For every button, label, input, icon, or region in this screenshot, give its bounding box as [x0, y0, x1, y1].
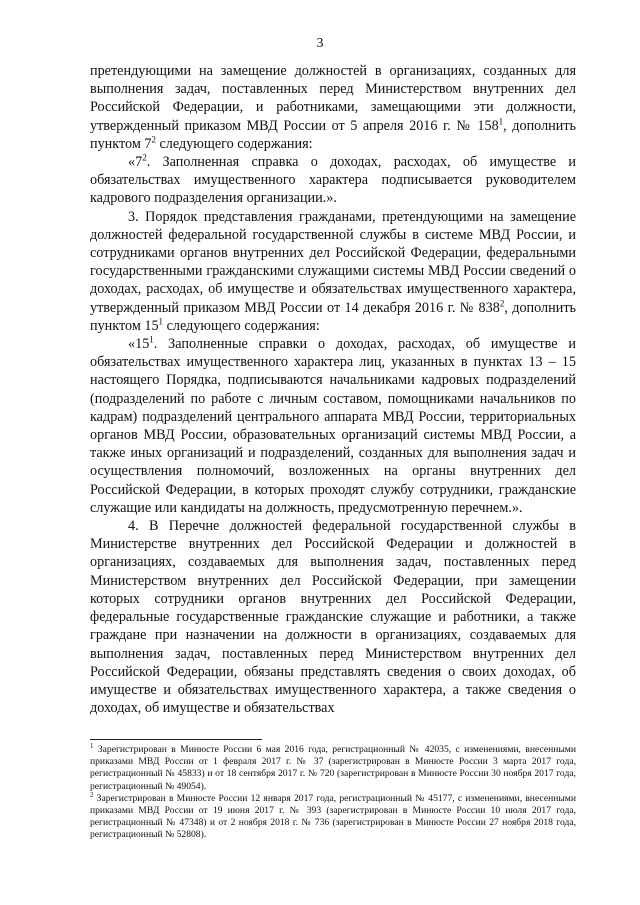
paragraph-text: следующего содержания: [163, 317, 320, 334]
paragraph-3 [90, 208, 576, 335]
superscript: 2 [142, 152, 147, 163]
footnote-1 [90, 741, 576, 793]
paragraph-1-continuation [90, 62, 576, 153]
paragraph-item-7-2 [90, 153, 576, 208]
paragraph-text: . Заполненная справка о доходах, расходах, об имуществе и обязательствах имущественного характера подписывается руководителем кадрового подразделения организации.». [90, 154, 576, 207]
footnote-ref: 1 [498, 115, 504, 126]
superscript: 1 [158, 316, 164, 327]
paragraph-text: . Заполненные справки о доходах, расходах, об имуществе и обязательствах имущественного характера лиц, указанных в пунктах 13 – 15 настоящего Порядка, подписываются начальниками кадровых подразделений (подразделений по работе с личным составом, помощниками начальников по кадрам) подразделений центрального аппарата МВД России, территориальных органов МВД России, образовательных организаций системы МВД России, а также иных организаций и подразделений, созданных для выполнения задач и осуществления полномочий, возложенных на органы внутренних дел Российской Федерации, в которых проходят службу сотрудники, гражданские служащие или кандидаты на должность, предусмотренную перечнем.». [90, 336, 576, 516]
footnote-divider [90, 739, 262, 740]
superscript: 2 [151, 134, 156, 145]
footnote-mark: 1 [90, 741, 94, 750]
document-body [90, 62, 576, 717]
paragraph-text: «7 [128, 154, 143, 171]
footnotes [90, 741, 576, 842]
paragraph-text: следующего содержания: [155, 135, 313, 152]
page-number: 3 [316, 36, 324, 51]
paragraph-text: , дополнить пунктом 15 [90, 299, 576, 334]
paragraph-text: , дополнить пунктом 7 [90, 117, 576, 152]
paragraph-text: претендующими на замещение должностей в организациях, созданных для выполнения задач, поставленных перед Министерством внутренних дел Российской Федерации, и работниками, замещающими эти должности, утвержденный приказом МВД России от 5 апреля 2016 г. № 158 [90, 63, 576, 134]
footnote-text: Зарегистрирован в Минюсте России 6 мая 2016 года, регистрационный № 42035, с изменениями, внесенными приказами МВД России от 1 февраля 2017 г. № 37 (зарегистрирован в Минюсте России 3 марта 2017 года, регистрационный № 45833) и от 18 сентября 2017 г. № 720 (зарегистрирован в Минюсте России 30 ноября 2017 года, регистрационный № 49054). [90, 744, 576, 792]
footnote-ref: 2 [499, 297, 505, 308]
paragraph-4 [90, 517, 576, 717]
paragraph-text: 3. Порядок представления гражданами, претендующими на замещение должностей федеральной государственной службы в системе МВД России, и сотрудниками органов внутренних дел Российской Федерации, федеральными государственными гражданскими служащими системы МВД России сведений о доходах, расходах, об имуществе и обязательствах имущественного характера, утвержденный приказом МВД России от 14 декабря 2016 г. № 838 [90, 208, 576, 316]
paragraph-text: 4. В Перечне должностей федеральной государственной службы в Министерстве внутренних дел Российской Федерации и должностей в организациях, создаваемых для выполнения задач, поставленных перед Министерством внутренних дел Российской Федерации, при замещении которых сотрудники органов внутренних дел Российской Федерации, федеральные государственные гражданские служащие и работники, а также граждане при назначении на должности в организациях, создаваемых для выполнения задач, поставленных перед Министерством внутренних дел Российской Федерации, обязаны представлять сведения о своих доходах, об имуществе и обязательствах имущественного характера, а также сведения о доходах, об имуществе и обязательствах [90, 518, 576, 717]
footnote-mark: 2 [90, 790, 94, 799]
footnote-2 [90, 790, 576, 842]
paragraph-item-15-1 [90, 335, 576, 517]
footnote-text: Зарегистрирован в Минюсте России 12 января 2017 года, регистрационный № 45177, с изменениями, внесенными приказами МВД России от 19 июня 2017 г. № 393 (зарегистрирован в Минюсте России 10 июля 2017 года, регистрационный № 47348) и от 2 ноября 2018 г. № 736 (зарегистрирован в Минюсте России 27 ноября 2018 года, регистрационный № 52808). [90, 792, 576, 841]
superscript: 1 [149, 334, 154, 345]
paragraph-text: «15 [128, 336, 150, 353]
